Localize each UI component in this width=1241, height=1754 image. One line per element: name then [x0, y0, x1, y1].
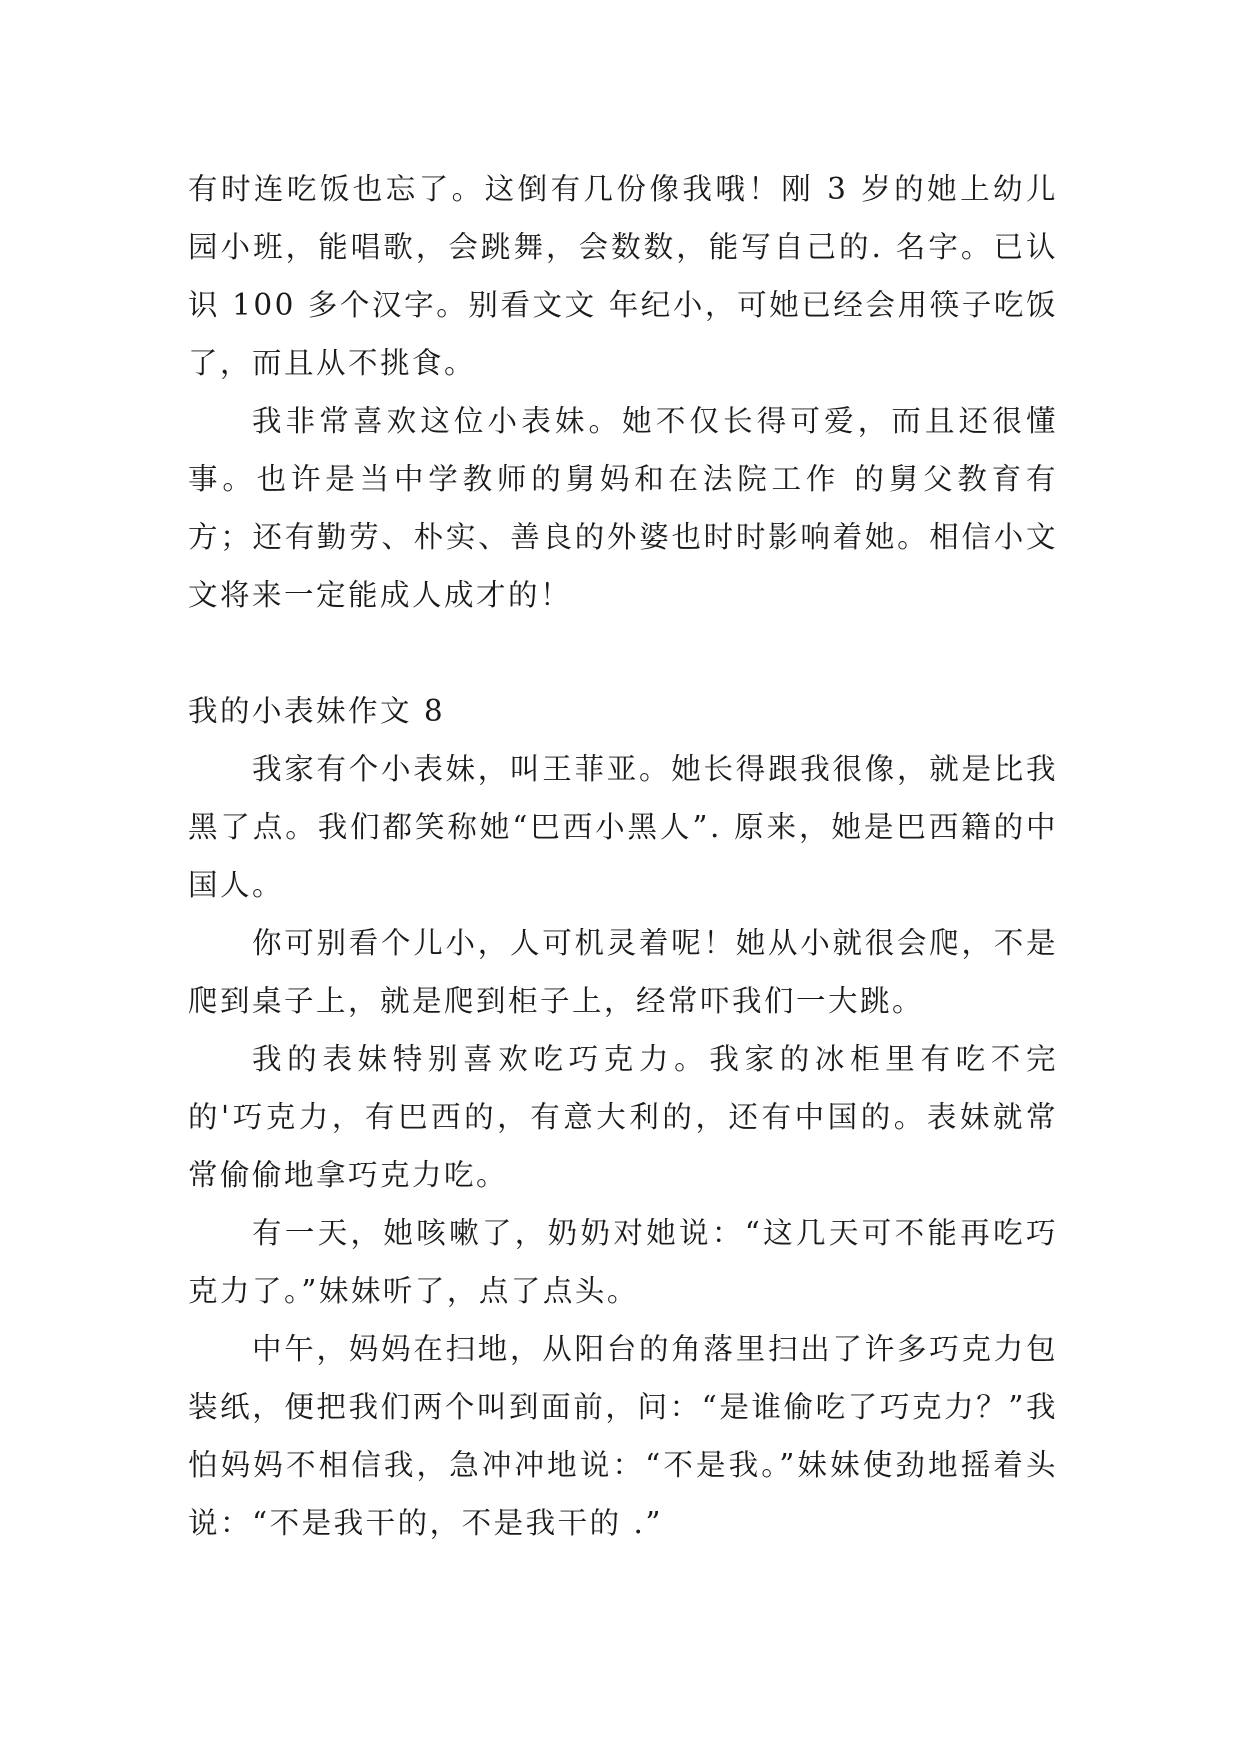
paragraph-noon: 中午，妈妈在扫地，从阳台的角落里扫出了许多巧克力包装纸，便把我们两个叫到面前，问：“是谁偷吃了巧克力？”我怕妈妈不相信我，急冲冲地说：“不是我。”妹妹使劲地摇着头说：“不是我干的，不是我干的 .” [188, 1332, 1058, 1540]
paragraph-clever: 你可别看个儿小，人可机灵着呢！她从小就很会爬，不是爬到桌子上，就是爬到柜子上，经常吓我们一大跳。 [188, 926, 1058, 1018]
paragraph-chocolate: 我的表妹特别喜欢吃巧克力。我家的冰柜里有吃不完的'巧克力，有巴西的，有意大利的，还有中国的。表妹就常常偷偷地拿巧克力吃。 [188, 1042, 1058, 1192]
paragraph-like-cousin: 我非常喜欢这位小表妹。她不仅长得可爱，而且还很懂事。也许是当中学教师的舅妈和在法院工作 的舅父教育有方；还有勤劳、朴实、善良的外婆也时时影响着她。相信小文文将来一定能成人成才的！ [188, 404, 1058, 612]
paragraph-continuation: 有时连吃饭也忘了。这倒有几份像我哦！刚 3 岁的她上幼儿园小班，能唱歌，会跳舞，会数数，能写自己的. 名字。已认识 100 多个汉字。别看文文 年纪小，可她已经会用筷子吃饭了，而且从不挑食。 [188, 172, 1058, 380]
document-page [188, 160, 1058, 1552]
section-title: 我的小表妹作文 8 [188, 694, 446, 728]
paragraph-cough: 有一天，她咳嗽了，奶奶对她说：“这几天可不能再吃巧克力了。”妹妹听了，点了点头。 [188, 1216, 1058, 1308]
paragraph-intro: 我家有个小表妹，叫王菲亚。她长得跟我很像，就是比我黑了点。我们都笑称她“巴西小黑人”. 原来，她是巴西籍的中国人。 [188, 752, 1058, 902]
